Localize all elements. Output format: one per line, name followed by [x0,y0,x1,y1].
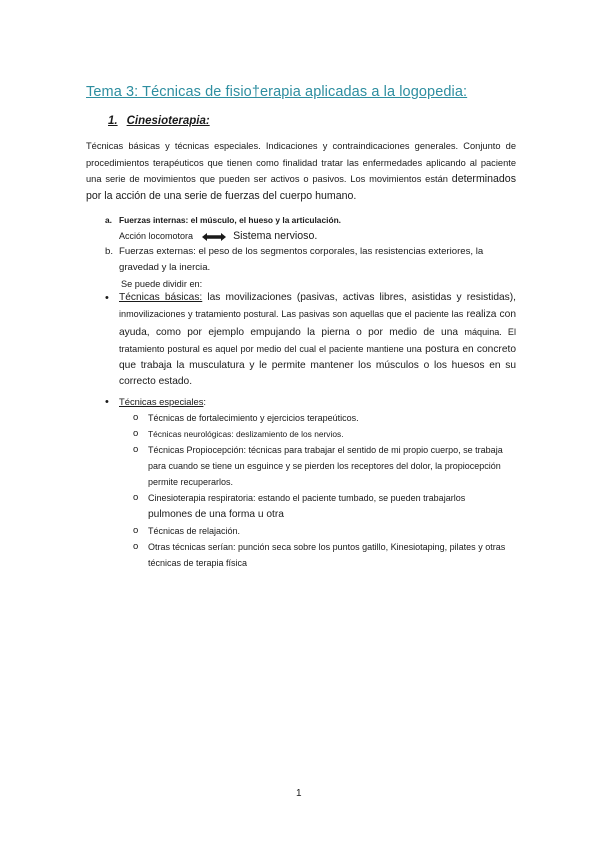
double-arrow-icon [202,233,226,241]
bullet-list [86,290,516,571]
bullet-text: las movilizaciones (pasivas, activas libres, asistidas y resistidas), [207,292,516,303]
list-item-text: gravedad y la inercia. [119,262,211,273]
bullet-text-3: postura en concreto que trabaja la musculatura y le permite mantener los músculos o los huesos en su correcto estado. [119,343,516,388]
bullet-icon: • [105,395,109,408]
sub-marker: o [133,491,139,503]
accion-line [86,228,516,244]
sub-item [86,523,516,539]
document-title: Tema 3: Técnicas de fisio†erapia aplicadas a la logopedia: [86,84,468,100]
bullet-label: Técnicas especiales [119,395,204,407]
sub-marker: o [133,411,139,423]
section-heading [108,115,210,127]
sub-item-text: Técnicas de relajación. [148,525,241,536]
list-item-b-continued [86,260,516,276]
list-marker: a. [105,215,112,225]
sub-marker: o [133,524,139,536]
sub-marker: o [133,443,139,455]
bullet-icon: • [105,292,109,304]
list-item-a [86,212,516,228]
section-title: Cinesioterapia: [126,115,210,127]
intro-text-continued: determinados por la acción de una serie de fuerzas del cuerpo humano. [86,173,516,202]
sub-item [86,410,516,426]
sub-item [86,426,516,442]
intro-paragraph [86,138,516,204]
list-item-text: Fuerzas externas: el peso de los segmentos corporales, las resistencias exteriores, la [119,246,484,257]
sub-item-text: Técnicas Propiocepción: técnicas para trabajar el sentido de mi propio cuerpo, se trabaja para cuando se tiene un esguince y se pierden los receptores del dolor, la propiocepción permite recuperarlos. [148,444,503,487]
accion-left: Acción locomotora [119,231,194,241]
bullet-text-small: inmovilizaciones y tratamiento postural. Las pasivas son aquellas que el paciente las [119,309,464,320]
bullet-basic [86,290,516,391]
bullet-text-2: realiza con ayuda, como por ejemplo empujando la pierna o por medio de una [119,309,516,338]
bullet-colon: : [203,395,207,407]
bullet-special [86,394,516,410]
page-number: 1 [296,788,302,799]
sub-item [86,539,516,571]
sub-item-text: Otras técnicas serían: punción seca sobre los puntos gatillo, Kinesiotaping, pilates y otras técnicas de terapia física [148,541,506,568]
bullet-label: Técnicas básicas: [119,292,203,303]
sub-item-text: Cinesioterapia respiratoria: estando el paciente tumbado, se pueden trabajarlos [148,492,466,503]
list-marker: b. [105,246,114,257]
sub-item-text: Técnicas de fortalecimiento y ejercicios terapeúticos. [148,412,359,423]
accion-right: Sistema nervioso. [233,230,318,242]
sub-item-text: Técnicas neurológicas: deslizamiento de los nervios. [148,428,344,439]
section-number: 1. [108,115,118,127]
lettered-list [86,212,516,292]
bullet-text-small-2: máquina. El tratamiento postural es aquel por medio del cual el paciente mantiene una [119,326,516,354]
sub-item [86,442,516,490]
sub-marker: o [133,540,139,552]
sub-item [86,490,516,523]
list-item-b [86,244,516,260]
intro-text: Técnicas básicas y técnicas especiales. Indicaciones y contraindicaciones generales. Conjunto de procedimientos terapéuticos que tienen como finalidad tratar las enfermedades aplicando al paciente una serie de movimientos que pueden ser activos o pasivos. Los movimientos están [86,141,516,184]
sub-item-text-continued: pulmones de una forma u otra [148,508,284,520]
sub-marker: o [133,427,139,439]
se-puede-text: Se puede dividir en: [121,279,203,289]
list-item-text: Fuerzas internas: el músculo, el hueso y la articulación. [119,215,342,225]
